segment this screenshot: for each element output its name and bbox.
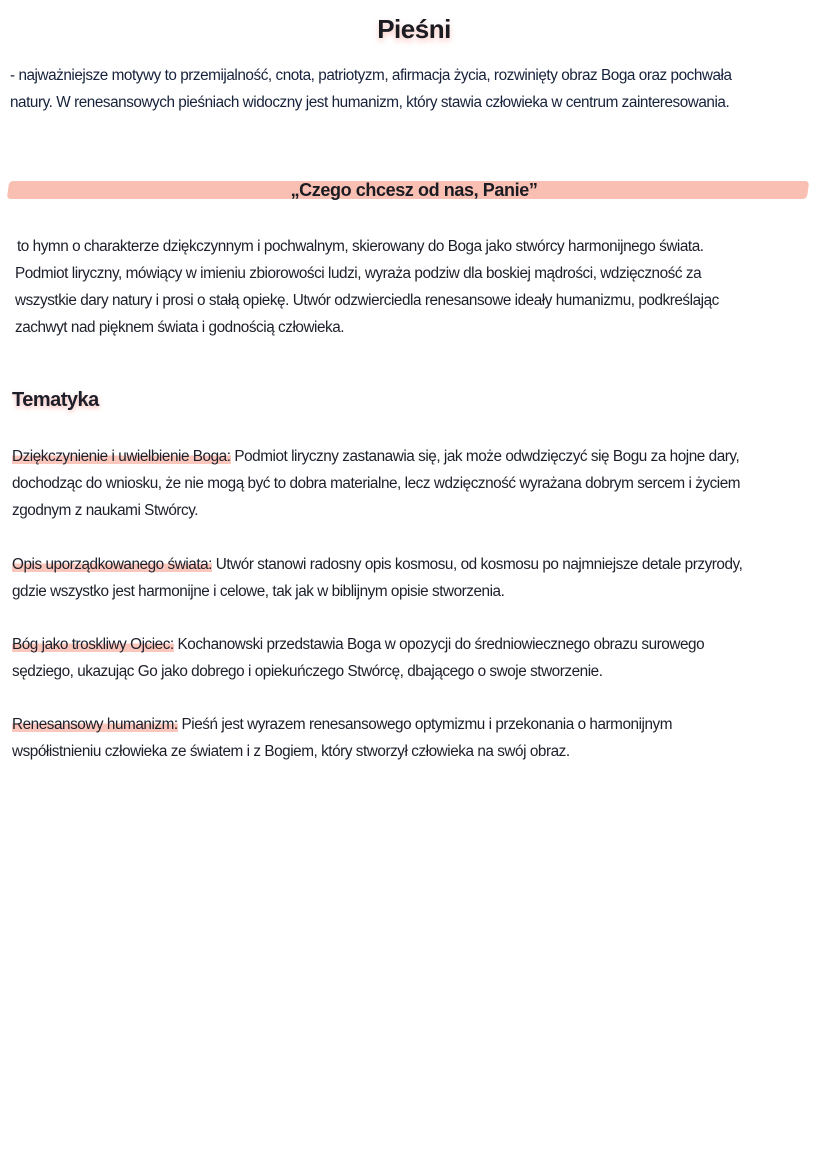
topic-line — [12, 556, 742, 574]
topic-text: Kochanowski przedstawia Boga w opozycji do średniowiecznego obrazu surowego — [173, 636, 705, 653]
page-title — [0, 14, 828, 45]
topic-term: Bóg jako troskliwy Ojciec: — [12, 636, 174, 653]
topic-term: Opis uporządkowanego świata: — [12, 556, 212, 573]
topic-term: Dziękczynienie i uwielbienie Boga: — [12, 448, 231, 465]
topic-line: zgodnym z naukami Stwórcy. — [12, 502, 199, 519]
topic-term: Renesansowy humanizm: — [12, 716, 178, 733]
description-line: wszystkie dary natury i prosi o stałą opiekę. Utwór odzwierciedla renesansowe ideały humanizmu, podkreślając — [15, 292, 719, 309]
description-line: to hymn o charakterze dziękczynnym i pochwalnym, skierowany do Boga jako stwórcy harmonijnego świata. — [17, 238, 704, 255]
poem-title: „Czego chcesz od nas, Panie” — [290, 180, 538, 200]
intro-line: - najważniejsze motywy to przemijalność, cnota, patriotyzm, afirmacja życia, rozwinięty obraz Boga oraz pochwała — [10, 67, 732, 84]
topic-text: Pieśń jest wyrazem renesansowego optymizmu i przekonania o harmonijnym — [177, 716, 673, 733]
topic-line: dochodząc do wniosku, że nie mogą być to dobra materialne, lecz wdzięczność wyrażana dobrym sercem i życiem — [12, 475, 741, 492]
description-line: Podmiot liryczny, mówiący w imieniu zbiorowości ludzi, wyraża podziw dla boskiej mądrości, wdzięczność za — [15, 265, 702, 282]
topic-line: sędziego, ukazując Go jako dobrego i opiekuńczego Stwórcę, dbającego o swoje stworzenie. — [12, 663, 603, 680]
topic-line: współistnieniu człowieka ze światem i z Bogiem, który stworzył człowieka na swój obraz. — [12, 743, 570, 760]
topic-text: Utwór stanowi radosny opis kosmosu, od kosmosu po najmniejsze detale przyrody, — [211, 556, 743, 573]
title-text: Pieśni — [377, 14, 451, 44]
topic-line — [12, 716, 672, 734]
topic-line: gdzie wszystko jest harmonijne i celowe, tak jak w biblijnym opisie stworzenia. — [12, 583, 505, 600]
section-heading: Tematyka — [12, 389, 99, 411]
description-line: zachwyt nad pięknem świata i godnością człowieka. — [15, 319, 345, 336]
topic-text: Podmiot liryczny zastanawia się, jak może odwdzięczyć się Bogu za hojne dary, — [230, 448, 740, 465]
intro-line: natury. W renesansowych pieśniach widoczny jest humanizm, który stawia człowieka w centrum zainteresowania. — [10, 94, 730, 111]
topic-line — [12, 636, 704, 654]
topic-line — [12, 448, 739, 466]
